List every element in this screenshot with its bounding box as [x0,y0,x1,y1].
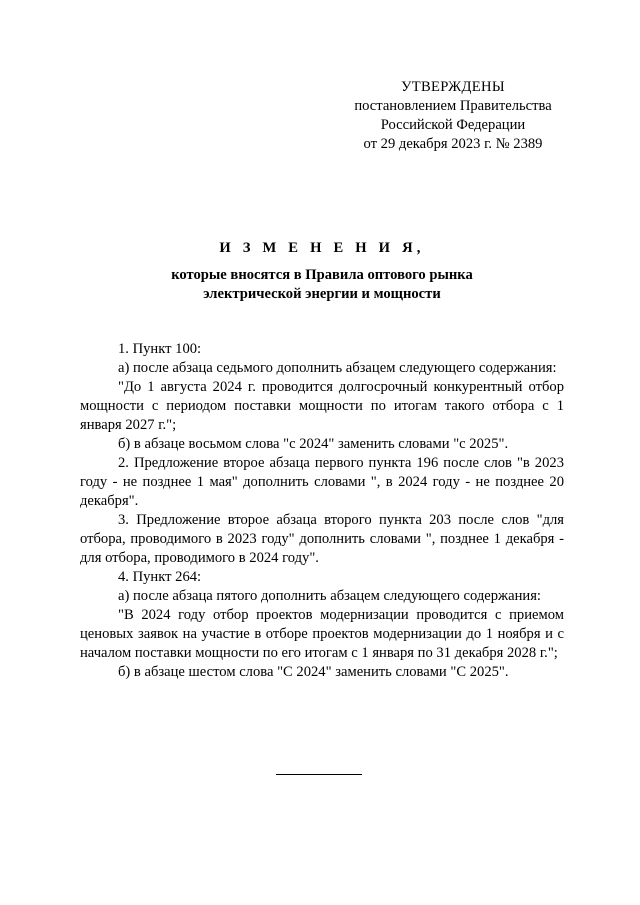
approval-stamp [340,78,566,154]
paragraph-quote-1: "До 1 августа 2024 г. проводится долгосрочный конкурентный отбор мощности с периодом поставки мощности по итогам такого отбора с 1 января 2027 г."; [80,379,564,433]
approval-line-2: Российской Федерации [380,117,526,133]
approval-line-1: постановлением Правительства [354,98,552,114]
document-title: И З М Е Н Е Н И Я, [219,240,425,256]
paragraph-quote-2: "В 2024 году отбор проектов модернизации проводится с приемом ценовых заявок на участие в отборе проектов модернизации до 1 ноября и с началом поставки мощности по его итогам с 1 января по 31 декабря 2028 г."; [80,607,564,661]
paragraph-item-4: 4. Пункт 264: [118,569,202,585]
paragraph-item-1b: б) в абзаце восьмом слова "с 2024" заменить словами "с 2025". [118,436,509,452]
paragraph-item-4a: а) после абзаца пятого дополнить абзацем следующего содержания: [118,588,541,604]
closing-separator-line [276,774,362,775]
document-subtitle-line-1: которые вносятся в Правила оптового рынка [171,267,473,283]
paragraph-item-2: 2. Предложение второе абзаца первого пункта 196 после слов "в 2023 году - не позднее 1 мая" дополнить словами ", в 2024 году - не позднее 20 декабря". [80,455,564,509]
paragraph-item-4b: б) в абзаце шестом слова "С 2024" заменить словами "С 2025". [118,664,509,680]
document-body [80,340,564,682]
paragraph-item-1: 1. Пункт 100: [118,341,202,357]
document-title-block [80,240,564,304]
approval-line-3: от 29 декабря 2023 г. № 2389 [363,136,543,152]
paragraph-item-1a: а) после абзаца седьмого дополнить абзацем следующего содержания: [118,360,557,376]
document-subtitle-line-2: электрической энергии и мощности [203,286,441,302]
paragraph-item-3: 3. Предложение второе абзаца второго пункта 203 после слов "для отбора, проводимого в 2023 году" дополнить словами ", позднее 1 декабря - для отбора, проводимого в 2024 году". [80,512,564,566]
approval-heading: УТВЕРЖДЕНЫ [401,79,505,95]
